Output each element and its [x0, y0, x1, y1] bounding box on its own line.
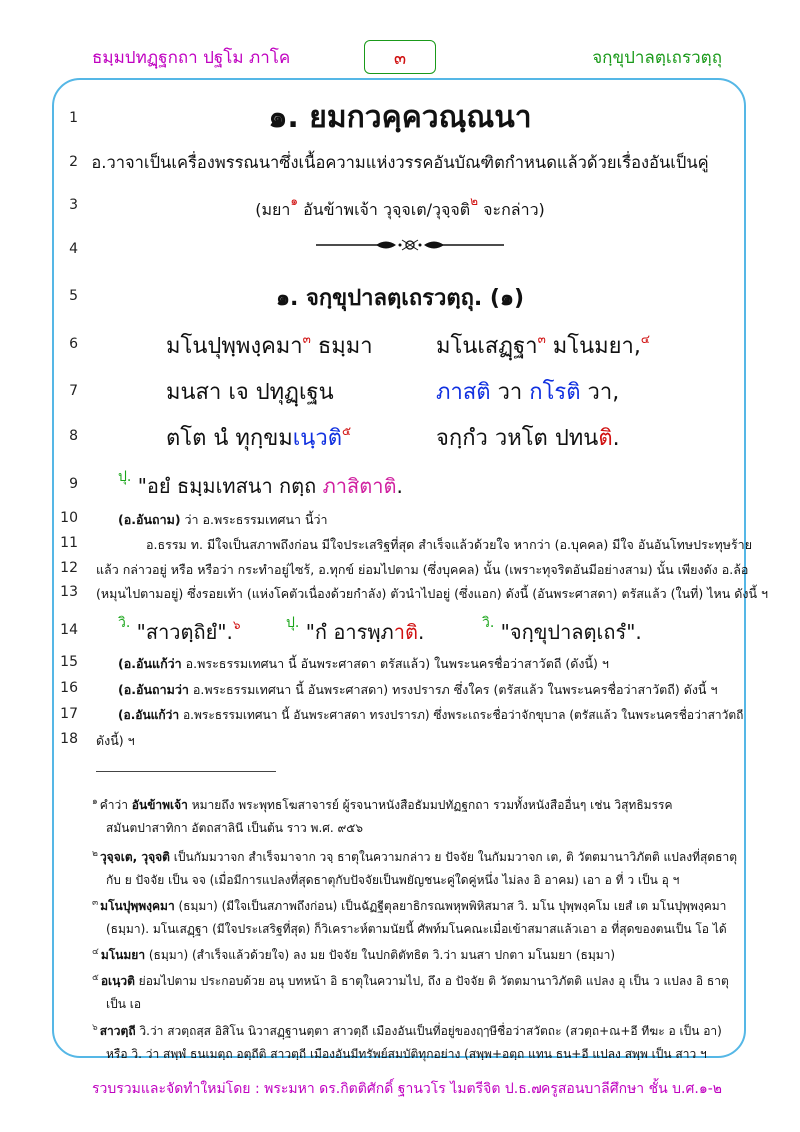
verse-verb: เนฺวติ: [292, 426, 342, 451]
verse-particle: ติ: [598, 426, 613, 451]
footnote-line: [106, 920, 727, 939]
footnote-text: คำว่า: [99, 798, 132, 812]
line-number: 11: [60, 535, 78, 551]
footnote-term: มโนปุพฺพงฺคมา: [100, 899, 175, 913]
bold-label: (อ.อันถาม): [118, 512, 181, 527]
footnote-line: [92, 1020, 722, 1041]
footnote-ref: ๔: [640, 332, 650, 346]
line-number: 16: [60, 680, 78, 696]
pali-verb: ภาสิตาติ: [322, 474, 397, 498]
footnote-marker: ๕: [92, 973, 99, 983]
pali-text: "สาวตฺถิยํ".: [130, 620, 233, 644]
pali-text: "กํ อารพฺภ: [299, 620, 394, 644]
footnote-text: หมายถึง พระพุทธโฆสาจารย์ ผู้รจนาหนังสือธัมมปทัฏฐกถา รวมทั้งหนังสืออื่นๆ เช่น วิสุทธิมรรค: [187, 798, 673, 812]
footnote-line: [92, 944, 615, 965]
verse-line-2b: [436, 374, 619, 409]
page-number: ๓: [393, 47, 407, 69]
page-number-box: [364, 40, 436, 74]
footnote-marker: ๒: [92, 849, 98, 859]
footnote-text: วิ.ว่า สวตฺถสฺส อิสิโน นิวาสฏฺฐานตฺตา สาวตฺถี เมืองอันเป็นที่อยู่ของฤๅษีชื่อว่าสวัตถะ (สวตฺถ+ณ+อี ทีฆะ อ เป็น อา): [135, 1024, 722, 1038]
verse-word: จกฺกํว วหโต ปทน: [436, 426, 599, 451]
footnote-ref: ๓: [537, 332, 546, 346]
translation-line: [118, 680, 717, 700]
footer-compiler: รวบรวมและจัดทำใหม่โดย : พระมหา ดร.กิตติศักดิ์ ฐานวโร ไมตรีจิต ป.ธ.๗: [92, 1081, 542, 1097]
translation-line: [118, 510, 328, 530]
question-line: [118, 466, 403, 502]
translation-line: [118, 706, 743, 725]
footnote-term: วุจฺจเต, วุจฺจติ: [99, 850, 170, 864]
footnote-line: [106, 1045, 707, 1064]
footnote-line: [106, 819, 363, 838]
line-number: 15: [60, 654, 78, 670]
line-number: 3: [69, 197, 78, 213]
footnote-text: (ธมฺมา) (สำเร็จแล้วด้วยใจ) ลง มย ปัจจัย ในปกติตัทธิต วิ.ว่า มนสา ปกตา มโนมยา (ธมฺมา): [145, 948, 616, 962]
pali-text: .: [396, 474, 403, 498]
footnote-text: ย่อมไปตาม ประกอบด้วย อนุ บทหน้า อิ ธาตุในความไป, ถึง อ ปัจจัย ติ วัตตมานาวิภัตติ แปลง อุ เป็น ว แปลง อิ ธาตุ: [134, 974, 729, 988]
footnote-line: [92, 794, 673, 815]
line-number: 8: [69, 428, 78, 444]
line-number: 12: [60, 560, 78, 576]
story-title: ๑. จกฺขุปาลตฺเถรวตฺถุ. (๑): [275, 286, 525, 311]
gloss-text-a: (มยา: [255, 200, 291, 219]
line-number: 13: [60, 584, 78, 600]
speaker-tag: ปุ.: [286, 615, 300, 631]
pali-text: .: [417, 620, 425, 644]
dialogue-line: [286, 612, 424, 648]
footnote-marker: ๔: [92, 947, 99, 957]
footnote-text: กับ ย ปัจจัย เป็น จจ (เมื่อมีการแปลงที่สุดธาตุกับปัจจัยเป็นพยัญชนะคู่ใดคู่หนึ่ง ไม่ลง อิ อาคม) เอา อ ที่ ว เป็น อุ ฯ: [106, 873, 680, 887]
footnote-term: อเนฺวติ: [100, 974, 135, 988]
footnote-line: [106, 995, 141, 1014]
footnote-text: หรือ วิ. ว่า สพฺพํ ธนเมตฺถ อตฺถีติ สาวตฺถี เมืองอันมีทรัพย์สมบัติทุกอย่าง (สพฺพ+อตฺถ แทน ธน+อี แปลง สพฺพ เป็น สาว ฯ: [106, 1047, 707, 1061]
footnote-rule: [96, 771, 276, 772]
line-number: 10: [60, 510, 78, 526]
translation-text: อ.พระธรรมเทศนา นี้ อันพระศาสดา ทรงปรารภ) ซึ่งพระเถระชื่อว่าจักขุบาล (ตรัสแล้ว ในพระนครชื่อว่าสาวัตถี: [179, 708, 744, 722]
speaker-tag: วิ.: [118, 615, 131, 631]
speaker-tag: วิ.: [482, 615, 495, 631]
footnote-term: สาวตฺถี: [99, 1024, 136, 1038]
bold-label: (อ.อันแก้ว่า: [118, 656, 182, 671]
verse-word: .: [612, 426, 620, 451]
verse-word: ตโต นํ ทุกฺขม: [166, 426, 293, 451]
section-gloss: อ.วาจาเป็นเครื่องพรรณนาซึ่งเนื้อความแห่งวรรคอันบัณฑิตกำหนดแล้วด้วยเรื่องอันเป็นคู่: [91, 153, 709, 172]
verse-word: วา: [490, 380, 530, 405]
verse-verb: ภาสติ: [436, 380, 491, 405]
footnote-ref: ๒: [470, 194, 479, 208]
translation-text: ว่า อ.พระธรรมเทศนา นี้ว่า: [180, 512, 328, 527]
line-number: 5: [69, 288, 78, 304]
footer-course: ครูสอนบาลีศึกษา ชั้น บ.ศ.๑-๒: [540, 1081, 722, 1097]
line-number: 17: [60, 706, 78, 722]
footnote-term: มโนมยา: [100, 948, 146, 962]
footnote-ref: ๕: [341, 424, 352, 438]
line-number: 1: [69, 110, 78, 126]
footnote-line: [92, 846, 737, 867]
bold-label: (อ.อันแก้ว่า: [118, 708, 180, 722]
verse-line-1b: [436, 328, 650, 363]
dialogue-line: [118, 612, 241, 648]
verse-word: ธมฺมา: [310, 334, 373, 359]
footnote-term: อันข้าพเจ้า: [131, 798, 188, 812]
header-book-title: ธมฺมปทฏฺฐกถา ปฐโม ภาโค: [92, 48, 291, 68]
line-number: 6: [69, 336, 78, 352]
line-number: 7: [69, 383, 78, 399]
footnote-ref: ๑: [290, 194, 298, 208]
verse-verb: กโรติ: [529, 380, 581, 405]
verse-word: วา,: [580, 380, 620, 405]
translation-paragraph-line: (หมุนไปตามอยู่) ซึ่งรอยเท้า (แห่งโคตัวเนื่องด้วยกำลัง) ตัวนำไปอยู่ (ซึ่งแอก) ดังนี้ (อันพระศาสดา) ตรัสแล้ว (ในที่) ไหน ดังนี้ ฯ: [96, 586, 769, 601]
footnote-marker: ๑: [92, 797, 98, 807]
footnote-text: สมันตปาสาทิกา อัตถสาลินี เป็นต้น ราว พ.ศ. ๙๕๖: [106, 821, 364, 835]
footnote-marker: ๖: [92, 1023, 98, 1033]
bold-label: (อ.อันถามว่า: [118, 682, 189, 697]
footnote-line: [92, 970, 729, 991]
line-number: 4: [69, 241, 78, 257]
translation-line: [118, 654, 609, 674]
gloss-text-b: อันข้าพเจ้า วุจฺจเต/วุจฺจติ: [297, 200, 471, 219]
gloss-note: [0, 192, 800, 223]
speaker-tag: ปุ.: [118, 469, 132, 485]
footnote-text: (ธมฺมา) (มีใจเป็นสภาพถึงก่อน) เป็นฉัฏฐีตุลยาธิกรณพหุพพิหิสมาส วิ. มโน ปุพฺพงฺคโม เยสํ เต มโนปุพฺพงฺคมา: [174, 899, 727, 913]
footnote-marker: ๓: [92, 898, 99, 908]
translation-text: อ.พระธรรมเทศนา นี้ อันพระศาสดา) ทรงปรารภ ซึ่งใคร (ตรัสแล้ว ในพระนครชื่อว่าสาวัตถี) ดังนี้ ฯ: [188, 682, 718, 697]
header-chapter-title: จกฺขุปาลตฺเถรวตฺถุ: [592, 48, 722, 68]
footnote-text: (ธมฺมา). มโนเสฏฺฐา (มีใจประเสริฐที่สุด) ก็วิเคราะห์ตามนัยนี้ ศัพท์มโนคณะเมื่อเข้าสมาสแล้วเอา อ ที่สุดของตนเป็น โอ ได้: [106, 922, 727, 936]
footnote-line: [92, 895, 726, 916]
verse-line-1a: [166, 328, 373, 363]
verse-word: มโนมยา,: [545, 334, 641, 359]
footnote-text: เป็นกัมมวาจก สำเร็จมาจาก วจฺ ธาตุในความกล่าว ย ปัจจัย ในกัมมวาจก เต, ติ วัตตมานาวิภัตติ แปลงที่สุดธาตุ: [169, 850, 737, 864]
ornament-divider: [316, 238, 504, 252]
translation-text: อ.พระธรรมเทศนา นี้ อันพระศาสดา ตรัสแล้ว) ในพระนครชื่อว่าสาวัตถี (ดังนี้) ฯ: [181, 656, 609, 671]
section-title: ๑. ยมกวคฺควณฺณนา: [268, 100, 532, 135]
line-number: 14: [60, 622, 78, 638]
pali-text: "อยํ ธมฺมเทสนา กตฺถ: [131, 474, 323, 498]
footnote-text: เป็น เอ: [106, 997, 142, 1011]
footnote-line: [106, 871, 679, 890]
gloss-text-c: จะกล่าว): [478, 200, 545, 219]
footnote-ref: ๓: [302, 332, 311, 346]
line-number: 2: [69, 154, 78, 170]
verse-word: มโนเสฏฺฐา: [436, 334, 538, 359]
verse-line-3a: [166, 420, 351, 455]
verse-line-3b: [436, 420, 620, 455]
translation-paragraph-line: แล้ว กล่าวอยู่ หรือ หรือว่า กระทำอยู่ไซร้, อ.ทุกข์ ย่อมไปตาม (ซึ่งบุคคล) นั้น (เพราะทุจริตอันมีอย่างสาม) นั้น เพียงดัง อ.ล้อ: [96, 562, 749, 577]
pali-particle: าติ: [393, 620, 418, 644]
pali-text: "จกฺขุปาลตฺเถรํ".: [494, 620, 642, 644]
verse-line-2a: มนสา เจ ปทุฏฺเฐน: [166, 380, 334, 405]
translation-paragraph-line: อ.ธรรม ท. มีใจเป็นสภาพถึงก่อน มีใจประเสริฐที่สุด สำเร็จแล้วด้วยใจ หากว่า (อ.บุคคล) มีใจ อันอันโทษประทุษร้าย: [146, 537, 753, 552]
footnote-ref: ๖: [232, 618, 241, 632]
dialogue-line: [482, 612, 642, 648]
line-number: 18: [60, 731, 78, 747]
translation-line: ดังนี้) ฯ: [96, 733, 135, 748]
line-number: 9: [69, 476, 78, 492]
verse-word: มโนปุพฺพงฺคมา: [166, 334, 303, 359]
